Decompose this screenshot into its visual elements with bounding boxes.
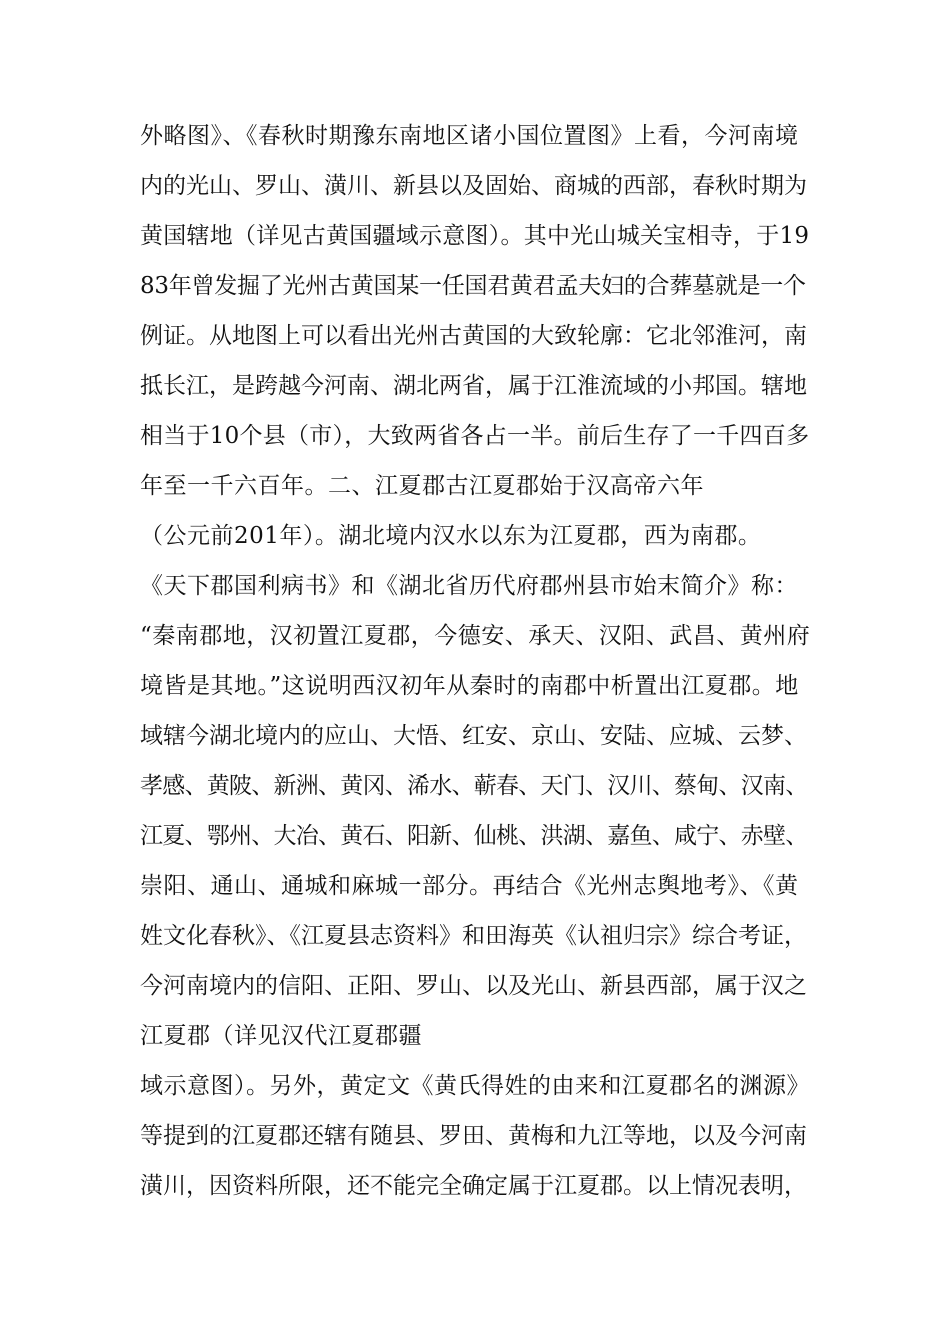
text-line: 年至一千六百年。二、江夏郡古江夏郡始于汉高帝六年: [140, 473, 704, 499]
text-line: 抵长江，是跨越今河南、湖北两省，属于江淮流域的小邦国。辖地: [140, 373, 807, 399]
text-line: 今河南境内的信阳、正阳、罗山、以及光山、新县西部，属于汉之: [140, 973, 807, 999]
text-line: 崇阳、通山、通城和麻城一部分。再结合《光州志舆地考》、《黄: [140, 873, 799, 899]
text-line: 域辖今湖北境内的应山、大悟、红安、京山、安陆、应城、云梦、: [140, 723, 807, 749]
text-line: “秦南郡地，汉初置江夏郡，今德安、承天、汉阳、武昌、黄州府: [140, 623, 811, 649]
text-line: （公元前201年）。湖北境内汉水以东为江夏郡，西为南郡。: [140, 523, 762, 549]
text-line: 境皆是其地。”这说明西汉初年从秦时的南郡中析置出江夏郡。地: [140, 673, 799, 699]
text-line: 江夏郡（详见汉代江夏郡疆: [140, 1023, 422, 1049]
text-line: 外略图》、《春秋时期豫东南地区诸小国位置图》上看，今河南境: [140, 123, 799, 149]
text-line: 83年曾发掘了光州古黄国某一任国君黄君孟夫妇的合葬墓就是一个: [140, 273, 806, 299]
text-line: 等提到的江夏郡还辖有随县、罗田、黄梅和九江等地，以及今河南: [140, 1123, 807, 1149]
text-line: 《天下郡国利病书》和《湖北省历代府郡州县市始末简介》称：: [140, 573, 798, 599]
text-line: 孝感、黄陂、新洲、黄冈、浠水、蕲春、天门、汉川、蔡甸、汉南、: [140, 773, 808, 799]
text-line: 江夏、鄂州、大冶、黄石、阳新、仙桃、洪湖、嘉鱼、咸宁、赤壁、: [140, 823, 808, 849]
text-line: 黄国辖地（详见古黄国疆域示意图）。其中光山城关宝相寺，于19: [140, 223, 810, 249]
text-line: 例证。从地图上可以看出光州古黄国的大致轮廓：它北邻淮河，南: [140, 323, 807, 349]
text-line: 内的光山、罗山、潢川、新县以及固始、商城的西部，春秋时期为: [140, 173, 807, 199]
text-line: 姓文化春秋》、《江夏县志资料》和田海英《认祖归宗》综合考证，: [140, 923, 807, 949]
text-line: 相当于10个县（市），大致两省各占一半。前后生存了一千四百多: [140, 423, 810, 449]
text-line: 潢川，因资料所限，还不能完全确定属于江夏郡。以上情况表明，: [140, 1173, 807, 1199]
text-line: 域示意图）。另外，黄定文《黄氏得姓的由来和江夏郡名的渊源》: [140, 1073, 810, 1099]
